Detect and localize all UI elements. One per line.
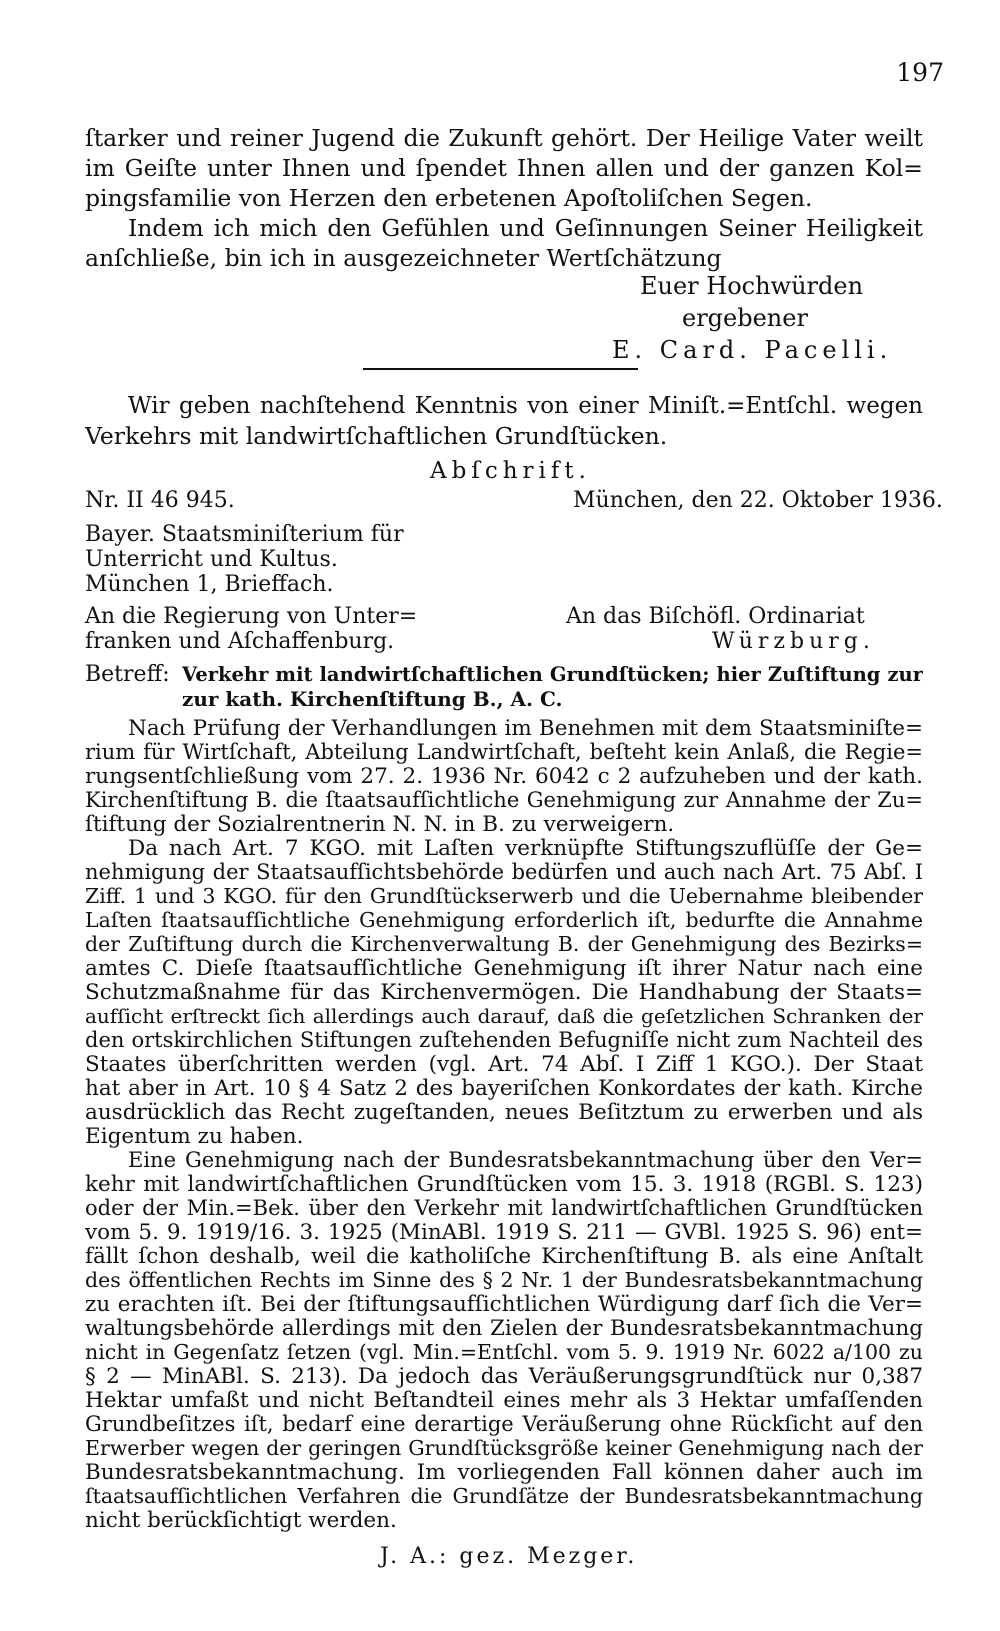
text-line: hat aber in Art. 10 § 4 Satz 2 des bayeriſchen Konkordates der kath. Kirche bbox=[85, 1076, 923, 1101]
signatory-name: E. Card. Pacelli. bbox=[612, 336, 893, 364]
devoted-line: ergebener bbox=[682, 304, 808, 332]
text-line: vom 5. 9. 1919/16. 3. 1925 (MinABl. 1919 S. 211 — GVBl. 1925 S. 96) ent= bbox=[85, 1220, 923, 1245]
text-line: ſtarker und reiner Jugend die Zukunft gehört. Der Heilige Vater weilt bbox=[85, 124, 923, 152]
recipient-line: An das Biſchöfl. Ordinariat bbox=[566, 604, 865, 629]
text-line: Kirchenſtiftung B. die ſtaatsaufſichtliche Genehmigung zur Annahme der Zu= bbox=[85, 788, 923, 812]
text-line: Ziff. 1 und 3 KGO. für den Grundſtückserwerb und die Uebernahme bleibender bbox=[85, 884, 923, 908]
text-line: Indem ich mich den Gefühlen und Geſinnungen Seiner Heiligkeit bbox=[128, 214, 923, 242]
salutation: Euer Hochwürden bbox=[640, 272, 864, 300]
text-line: pingsfamilie von Herzen den erbetenen Apoſtoliſchen Segen. bbox=[85, 184, 813, 212]
text-line: Grundbeſitzes iſt, bedarf eine derartige Veräußerung ohne Rückſicht auf den bbox=[85, 1412, 923, 1436]
text-line: Laſten ſtaatsaufſichtliche Genehmigung erforderlich iſt, bedurfte die Annahme bbox=[85, 908, 923, 932]
text-line: anſchließe, bin ich in ausgezeichneter Wertſchätzung bbox=[85, 244, 722, 272]
text-line: aufſicht erſtreckt ſich allerdings auch darauf, daß die geſetzlichen Schranken der bbox=[85, 1004, 923, 1028]
subject-line: zur kath. Kirchenſtiftung B., A. C. bbox=[182, 687, 563, 711]
text-line: Eigentum zu haben. bbox=[85, 1124, 304, 1149]
sender-line: Bayer. Staatsminiſterium für bbox=[85, 522, 404, 547]
text-line: der Zuſtiftung durch die Kirchenverwaltung B. der Genehmigung des Bezirks= bbox=[85, 932, 923, 956]
text-line: § 2 — MinABl. S. 213). Da jedoch das Veräußerungsgrundſtück nur 0,387 bbox=[85, 1364, 923, 1389]
text-line: den ortskirchlichen Stiftungen zuſtehenden Befugniſſe nicht zum Nachteil des bbox=[85, 1028, 923, 1052]
text-line: ſtiftung der Sozialrentnerin N. N. in B. zu verweigern. bbox=[85, 812, 675, 837]
closing-signature: J. A.: gez. Mezger. bbox=[380, 1544, 638, 1569]
sender-line: Unterricht und Kultus. bbox=[85, 547, 338, 572]
text-line: kehr mit landwirtſchaftlichen Grundſtücken vom 15. 3. 1918 (RGBl. S. 123) bbox=[85, 1172, 923, 1197]
text-line: im Geiſte unter Ihnen und ſpendet Ihnen allen und der ganzen Kol= bbox=[85, 154, 923, 182]
text-line: Erwerber wegen der geringen Grundſtücksgröße keiner Genehmigung nach der bbox=[85, 1436, 923, 1460]
text-line: Wir geben nachſtehend Kenntnis von einer Miniſt.=Entſchl. wegen bbox=[128, 393, 923, 419]
place-date: München, den 22. Oktober 1936. bbox=[573, 488, 943, 513]
text-line: zu erachten iſt. Bei der ſtiftungsaufſichtlichen Würdigung darf ſich die Ver= bbox=[85, 1292, 923, 1317]
text-line: Hektar umfaßt und nicht Beſtandteil eines mehr als 3 Hektar umfaſſenden bbox=[85, 1388, 923, 1413]
document-number: Nr. II 46 945. bbox=[85, 488, 235, 513]
text-line: ſtaatsaufſichtlichen Verfahren die Grundſätze der Bundesratsbekanntmachung bbox=[85, 1484, 923, 1508]
text-line: amtes C. Dieſe ſtaatsaufſichtliche Genehmigung iſt ihrer Natur nach eine bbox=[85, 956, 923, 981]
text-line: Verkehrs mit landwirtſchaftlichen Grundſtücken. bbox=[85, 422, 668, 450]
subject-label: Betreff: bbox=[85, 662, 170, 687]
text-line: Staates überſchritten werden (vgl. Art. 74 Abſ. I Ziff 1 KGO.). Der Staat bbox=[85, 1052, 923, 1077]
recipient-line: franken und Aſchaffenburg. bbox=[85, 629, 395, 654]
text-line: fällt ſchon deshalb, weil die katholiſche Kirchenſtiftung B. als eine Anſtalt bbox=[85, 1244, 923, 1269]
text-line: Nach Prüfung der Verhandlungen im Benehmen mit dem Staatsminiſte= bbox=[128, 716, 923, 741]
text-line: Schutzmaßnahme für das Kirchenvermögen. Die Handhabung der Staats= bbox=[85, 980, 923, 1005]
section-divider bbox=[363, 368, 638, 370]
text-line: oder der Min.=Bek. über den Verkehr mit landwirtſchaftlichen Grundſtücken bbox=[85, 1196, 923, 1220]
text-line: ausdrücklich das Recht zugeſtanden, neues Beſitztum zu erwerben und als bbox=[85, 1100, 923, 1125]
text-line: nehmigung der Staatsaufſichtsbehörde bedürfen und auch nach Art. 75 Abſ. I bbox=[85, 860, 923, 884]
copy-label: Abſchrift. bbox=[430, 458, 591, 484]
text-line: rium für Wirtſchaft, Abteilung Landwirtſchaft, beſteht kein Anlaß, die Regie= bbox=[85, 740, 923, 764]
recipient-line: An die Regierung von Unter= bbox=[85, 604, 418, 629]
text-line: Bundesratsbekanntmachung. Im vorliegenden Fall können daher auch im bbox=[85, 1460, 923, 1485]
text-line: Da nach Art. 7 KGO. mit Laſten verknüpfte Stiftungszuflüſſe der Ge= bbox=[128, 836, 923, 861]
sender-line: München 1, Brieffach. bbox=[85, 572, 334, 597]
text-line: rungsentſchließung vom 27. 2. 1936 Nr. 6042 c 2 aufzuheben und der kath. bbox=[85, 764, 923, 789]
subject-line: Verkehr mit landwirtſchaftlichen Grundſtücken; hier Zuſtiftung zur bbox=[182, 663, 923, 686]
text-line: waltungsbehörde allerdings mit den Zielen der Bundesratsbekanntmachung bbox=[85, 1316, 923, 1341]
text-line: Eine Genehmigung nach der Bundesratsbekanntmachung über den Ver= bbox=[128, 1148, 923, 1172]
page-number: 197 bbox=[896, 58, 944, 87]
text-line: nicht berückſichtigt werden. bbox=[85, 1508, 397, 1533]
text-line: des öffentlichen Rechts im Sinne des § 2 Nr. 1 der Bundesratsbekanntmachung bbox=[85, 1268, 923, 1292]
text-line: nicht in Gegenſatz ſetzen (vgl. Min.=Entſchl. vom 5. 9. 1919 Nr. 6022 a/100 zu bbox=[85, 1340, 923, 1364]
recipient-line: Würzburg. bbox=[712, 629, 875, 654]
